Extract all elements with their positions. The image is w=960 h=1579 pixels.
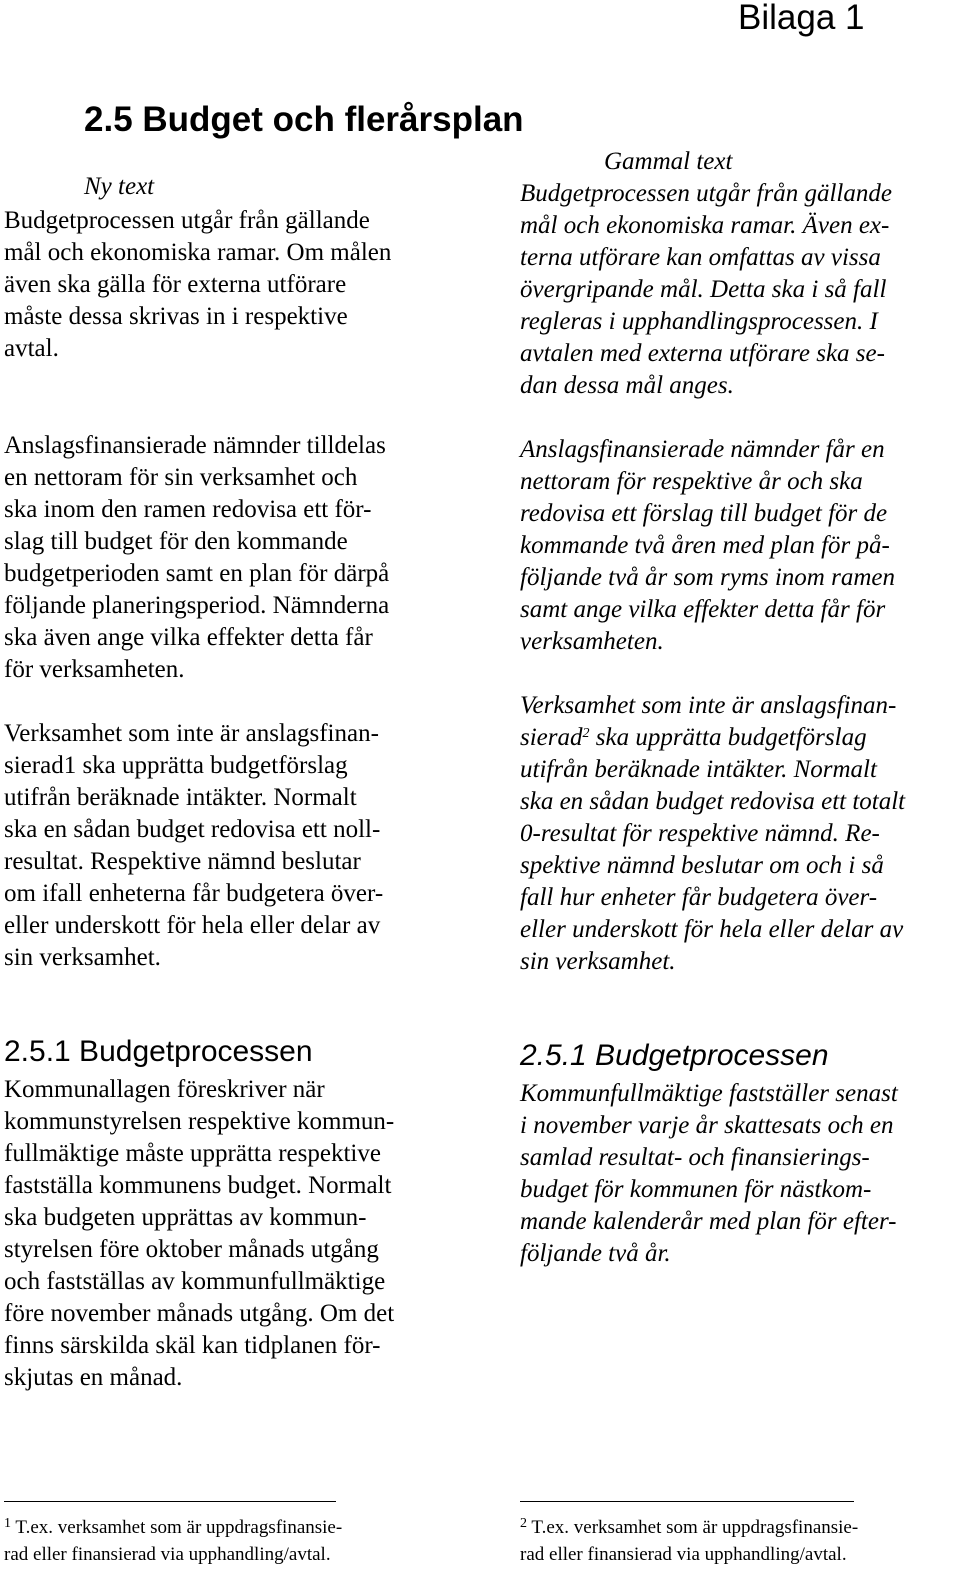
text-line: [520, 722, 905, 754]
text-fragment: sierad: [520, 724, 583, 751]
new-text-subheading: 2.5.1 Budgetprocessen: [4, 1035, 313, 1068]
text-line: eller underskott för hela eller delar av: [520, 916, 904, 943]
text-line: fall hur enheter får budgetera över-: [520, 884, 878, 911]
footnote-line: rad eller finansierad via upphandling/avtal.: [520, 1544, 847, 1565]
text-line: Verksamhet som inte är anslagsfinan-: [4, 720, 379, 747]
text-line: Anslagsfinansierade nämnder tilldelas: [4, 432, 386, 459]
section-heading: 2.5 Budget och flerårsplan: [84, 100, 524, 139]
old-text-paragraph-3: [520, 690, 905, 978]
new-text-paragraph-2: [4, 430, 389, 686]
text-line: styrelsen före oktober månads utgång: [4, 1236, 379, 1263]
text-line: ska en sådan budget redovisa ett noll-: [4, 816, 381, 843]
text-line: ska budgeten upprättas av kommun-: [4, 1204, 367, 1231]
text-line: mål och ekonomiska ramar. Om målen: [4, 239, 392, 266]
text-line: Budgetprocessen utgår från gällande: [520, 180, 892, 207]
text-line: övergripande mål. Detta ska i så fall: [520, 276, 887, 303]
footnote-mark: 2: [520, 1516, 527, 1531]
text-line: Budgetprocessen utgår från gällande: [4, 207, 370, 234]
old-text-label: Gammal text: [604, 148, 733, 175]
text-line: verksamheten.: [520, 628, 664, 655]
text-line: slag till budget för den kommande: [4, 528, 348, 555]
text-line: fullmäktige måste upprätta respektive: [4, 1140, 381, 1167]
text-line: följande två år.: [520, 1240, 671, 1267]
text-line: kommunstyrelsen respektive kommun-: [4, 1108, 395, 1135]
text-line: måste dessa skrivas in i respektive: [4, 303, 348, 330]
text-line: budget för kommunen för nästkom-: [520, 1176, 872, 1203]
footnote-line: [520, 1514, 858, 1541]
text-line: om ifall enheterna får budgetera över-: [4, 880, 384, 907]
text-line: utifrån beräknade intäkter. Normalt: [520, 756, 877, 783]
text-line: resultat. Respektive nämnd beslutar: [4, 848, 361, 875]
footnote-text: T.ex. verksamhet som är uppdragsfinansie-: [531, 1517, 859, 1538]
text-line: ska en sådan budget redovisa ett totalt: [520, 788, 906, 815]
text-line: samlad resultat- och finansierings-: [520, 1144, 870, 1171]
old-text-paragraph-2: [520, 434, 895, 658]
text-line: dan dessa mål anges.: [520, 372, 734, 399]
text-line: spektive nämnd beslutar om och i så: [520, 852, 884, 879]
text-line: och fastställas av kommunfullmäktige: [4, 1268, 386, 1295]
text-line: redovisa ett förslag till budget för de: [520, 500, 888, 527]
text-line: före november månads utgång. Om det: [4, 1300, 395, 1327]
text-line: samt ange vilka effekter detta får för: [520, 596, 886, 623]
text-line: kommande två åren med plan för på-: [520, 532, 890, 559]
text-line: regleras i upphandlingsprocessen. I: [520, 308, 878, 335]
appendix-label: Bilaga 1: [738, 0, 865, 37]
text-line: fastställa kommunens budget. Normalt: [4, 1172, 392, 1199]
footnote-right: [520, 1514, 858, 1568]
text-line: Kommunfullmäktige fastställer senast: [520, 1080, 898, 1107]
footnote-reference: 2: [582, 726, 590, 741]
old-text-subheading: 2.5.1 Budgetprocessen: [520, 1039, 829, 1072]
text-fragment: ska upprätta budgetförslag: [589, 724, 867, 751]
text-line: finns särskilda skäl kan tidplanen för-: [4, 1332, 381, 1359]
text-line: Kommunallagen föreskriver när: [4, 1076, 325, 1103]
old-text-paragraph-1: [520, 178, 892, 402]
text-line: följande två år som ryms inom ramen: [520, 564, 895, 591]
footnote-line: rad eller finansierad via upphandling/avtal.: [4, 1544, 331, 1565]
text-line: för verksamheten.: [4, 656, 185, 683]
text-line: Verksamhet som inte är anslagsfinan-: [520, 692, 897, 719]
new-text-paragraph-1: [4, 205, 391, 365]
text-line: följande planeringsperiod. Nämnderna: [4, 592, 390, 619]
text-line: avtalen med externa utförare ska se-: [520, 340, 885, 367]
text-line: mande kalenderår med plan för efter-: [520, 1208, 897, 1235]
text-line: 0-resultat för respektive nämnd. Re-: [520, 820, 880, 847]
text-line: nettoram för respektive år och ska: [520, 468, 863, 495]
text-line: sierad1 ska upprätta budgetförslag: [4, 752, 348, 779]
footnote-left: [4, 1514, 342, 1568]
footnote-text: T.ex. verksamhet som är uppdragsfinansie-: [15, 1517, 343, 1538]
footnote-line: [4, 1514, 342, 1541]
text-line: avtal.: [4, 335, 59, 362]
text-line: utifrån beräknade intäkter. Normalt: [4, 784, 357, 811]
text-line: terna utförare kan omfattas av vissa: [520, 244, 881, 271]
footnote-separator-left: [4, 1501, 336, 1502]
text-line: budgetperioden samt en plan för därpå: [4, 560, 390, 587]
text-line: en nettoram för sin verksamhet och: [4, 464, 358, 491]
text-line: skjutas en månad.: [4, 1364, 183, 1391]
new-text-label: Ny text: [84, 173, 155, 200]
old-text-paragraph-4: [520, 1078, 898, 1270]
text-line: ska inom den ramen redovisa ett för-: [4, 496, 372, 523]
new-text-paragraph-4: [4, 1074, 394, 1394]
text-line: eller underskott för hela eller delar av: [4, 912, 381, 939]
text-line: ska även ange vilka effekter detta får: [4, 624, 373, 651]
new-text-paragraph-3: [4, 718, 383, 974]
footnote-separator-right: [520, 1501, 854, 1502]
text-line: sin verksamhet.: [520, 948, 676, 975]
text-line: även ska gälla för externa utförare: [4, 271, 347, 298]
text-line: mål och ekonomiska ramar. Även ex-: [520, 212, 890, 239]
text-line: i november varje år skattesats och en: [520, 1112, 894, 1139]
text-line: Anslagsfinansierade nämnder får en: [520, 436, 885, 463]
text-line: sin verksamhet.: [4, 944, 161, 971]
footnote-mark: 1: [4, 1516, 11, 1531]
